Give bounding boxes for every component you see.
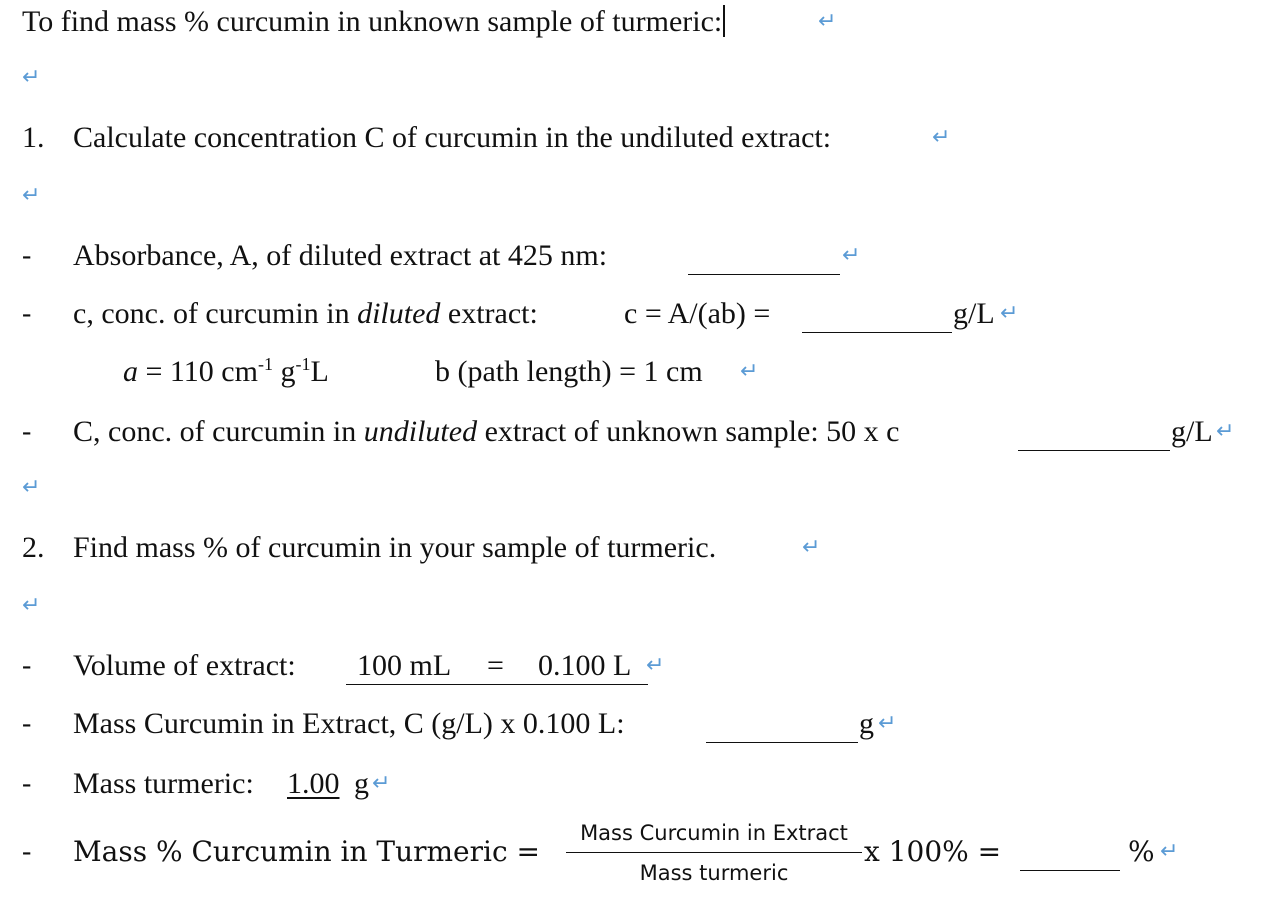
path-length: b (path length) = 1 cm — [435, 355, 703, 388]
volume-ml: 100 mL — [357, 649, 452, 682]
paragraph-mark-icon: ↵ — [22, 475, 41, 500]
undiluted-conc-label: C, conc. of curcumin in undiluted extract of unknown sample: 50 x c — [73, 415, 900, 448]
bullet: - — [22, 708, 32, 739]
text-cursor — [723, 5, 725, 37]
mass-percent-multiplier: x 100% = — [864, 835, 1002, 868]
diluted-conc-formula: c = A/(ab) = — [624, 297, 771, 330]
paragraph-mark-icon: ↵ — [878, 711, 897, 736]
paragraph-mark-icon: ↵ — [842, 243, 861, 268]
page-title: To find mass % curcumin in unknown sample of turmeric: — [22, 2, 726, 42]
diluted-conc-blank[interactable] — [802, 306, 952, 333]
mass-turmeric-unit: g — [354, 767, 369, 800]
mass-percent-unit: % — [1128, 835, 1155, 868]
mass-percent-blank[interactable] — [1020, 844, 1120, 871]
paragraph-mark-icon: ↵ — [22, 65, 41, 90]
paragraph-mark-icon: ↵ — [1000, 301, 1019, 326]
paragraph-mark-icon: ↵ — [22, 593, 41, 618]
fraction-numerator: Mass Curcumin in Extract — [580, 821, 848, 845]
step-text: Calculate concentration C of curcumin in the undiluted extract: — [73, 121, 832, 154]
mass-turmeric-label: Mass turmeric: — [73, 767, 254, 800]
bullet: - — [22, 240, 32, 271]
paragraph-mark-icon: ↵ — [932, 125, 951, 150]
paragraph-mark-icon: ↵ — [802, 535, 821, 560]
volume-equals: = — [487, 649, 504, 682]
paragraph-mark-icon: ↵ — [22, 183, 41, 208]
step-text: Find mass % of curcumin in your sample of turmeric. — [73, 531, 717, 564]
fraction-bar — [566, 852, 862, 853]
absorptivity-constant: a = 110 $cm^{-1}$ $g^{-1}L$ — [123, 354, 329, 388]
step-number: 1. — [22, 121, 45, 154]
mass-turmeric-value: 1.00 — [287, 767, 340, 800]
mass-curcumin-blank[interactable] — [706, 716, 858, 743]
mass-percent-label: Mass % Curcumin in Turmeric = — [73, 835, 540, 868]
paragraph-mark-icon: ↵ — [1216, 419, 1235, 444]
volume-l: 0.100 L — [538, 649, 632, 682]
bullet: - — [22, 298, 32, 329]
paragraph-mark-icon: ↵ — [818, 9, 837, 34]
undiluted-conc-blank[interactable] — [1018, 424, 1170, 451]
diluted-conc-label: c, conc. of curcumin in diluted extract: — [73, 297, 538, 330]
volume-label: Volume of extract: — [73, 649, 296, 682]
diluted-conc-unit: g/L — [953, 297, 995, 330]
paragraph-mark-icon: ↵ — [646, 653, 665, 678]
bullet: - — [22, 768, 32, 799]
paragraph-mark-icon: ↵ — [1160, 839, 1179, 864]
mass-curcumin-label: Mass Curcumin in Extract, C (g/L) x 0.100 L: — [73, 707, 625, 740]
undiluted-conc-unit: g/L — [1171, 415, 1213, 448]
bullet: - — [22, 416, 32, 447]
absorbance-label: Absorbance, A, of diluted extract at 425 nm: — [73, 239, 608, 272]
absorbance-blank[interactable] — [688, 248, 840, 275]
paragraph-mark-icon: ↵ — [740, 359, 759, 384]
fraction-denominator: Mass turmeric — [639, 861, 789, 885]
paragraph-mark-icon: ↵ — [372, 771, 391, 796]
step-number: 2. — [22, 531, 45, 564]
bullet: - — [22, 836, 32, 867]
mass-curcumin-unit: g — [859, 707, 874, 740]
bullet: - — [22, 650, 32, 681]
